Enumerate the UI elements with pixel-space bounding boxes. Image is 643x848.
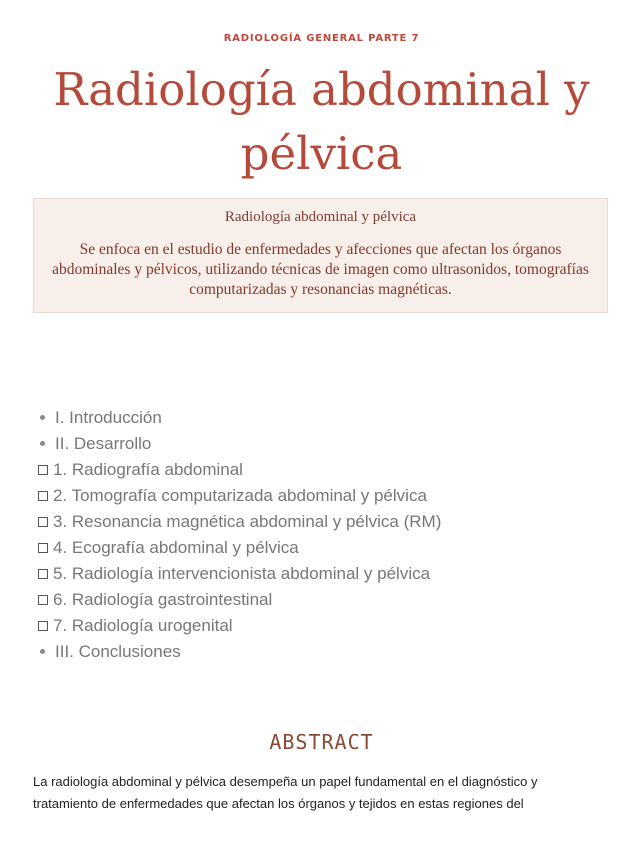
- series-kicker: RADIOLOGÍA GENERAL PARTE 7: [223, 33, 420, 44]
- toc-item-gastrointestinal[interactable]: [34, 588, 441, 614]
- toc-item-introduccion[interactable]: [34, 406, 441, 432]
- toc-item-label: II. Desarrollo: [55, 434, 152, 453]
- toc-item-label: 3. Resonancia magnética abdominal y pélvica (RM): [53, 512, 442, 531]
- page-title: [0, 58, 643, 186]
- abstract-heading: ABSTRACT: [269, 730, 374, 754]
- toc-item-label: I. Introducción: [55, 408, 162, 427]
- page-title-line-1: Radiología abdominal y: [53, 63, 590, 116]
- toc-item-ecografia[interactable]: [34, 536, 441, 562]
- abstract-line-1: La radiología abdominal y pélvica desempeña un papel fundamental en el diagnóstico y: [33, 774, 538, 789]
- checkbox-icon: [38, 621, 48, 631]
- bullet-icon: [40, 441, 45, 446]
- page-title-line-2: pélvica: [240, 127, 403, 180]
- abstract-text: [33, 771, 611, 815]
- summary-text: Se enfoca en el estudio de enfermedades y afecciones que afectan los órganos abdominales y pélvicos, utilizando técnicas de imagen como ultrasonidos, tomografías computarizadas y resonancias magnéticas.: [52, 241, 589, 298]
- toc-item-urogenital[interactable]: [34, 614, 441, 640]
- summary-title: Radiología abdominal y pélvica: [224, 209, 417, 225]
- toc-item-label: 1. Radiografía abdominal: [53, 460, 243, 479]
- checkbox-icon: [38, 491, 48, 501]
- toc-item-label: III. Conclusiones: [55, 642, 181, 661]
- toc-item-desarrollo[interactable]: [34, 432, 441, 458]
- checkbox-icon: [38, 569, 48, 579]
- bullet-icon: [40, 415, 45, 420]
- toc-item-tomografia[interactable]: [34, 484, 441, 510]
- toc-item-label: 5. Radiología intervencionista abdominal y pélvica: [53, 564, 431, 583]
- toc-item-label: 2. Tomografía computarizada abdominal y pélvica: [53, 486, 427, 505]
- abstract-line-2: tratamiento de enfermedades que afectan los órganos y tejidos en estas regiones del: [33, 796, 524, 811]
- checkbox-icon: [38, 595, 48, 605]
- checkbox-icon: [38, 465, 48, 475]
- table-of-contents: [34, 406, 441, 666]
- checkbox-icon: [38, 543, 48, 553]
- toc-item-conclusiones[interactable]: [34, 640, 441, 666]
- toc-item-label: 7. Radiología urogenital: [53, 616, 233, 635]
- toc-item-label: 6. Radiología gastrointestinal: [53, 590, 273, 609]
- toc-item-intervencionista[interactable]: [34, 562, 441, 588]
- bullet-icon: [40, 649, 45, 654]
- checkbox-icon: [38, 517, 48, 527]
- toc-item-label: 4. Ecografía abdominal y pélvica: [53, 538, 299, 557]
- summary-box: [33, 198, 608, 313]
- toc-item-resonancia[interactable]: [34, 510, 441, 536]
- toc-item-radiografia-abdominal[interactable]: [34, 458, 441, 484]
